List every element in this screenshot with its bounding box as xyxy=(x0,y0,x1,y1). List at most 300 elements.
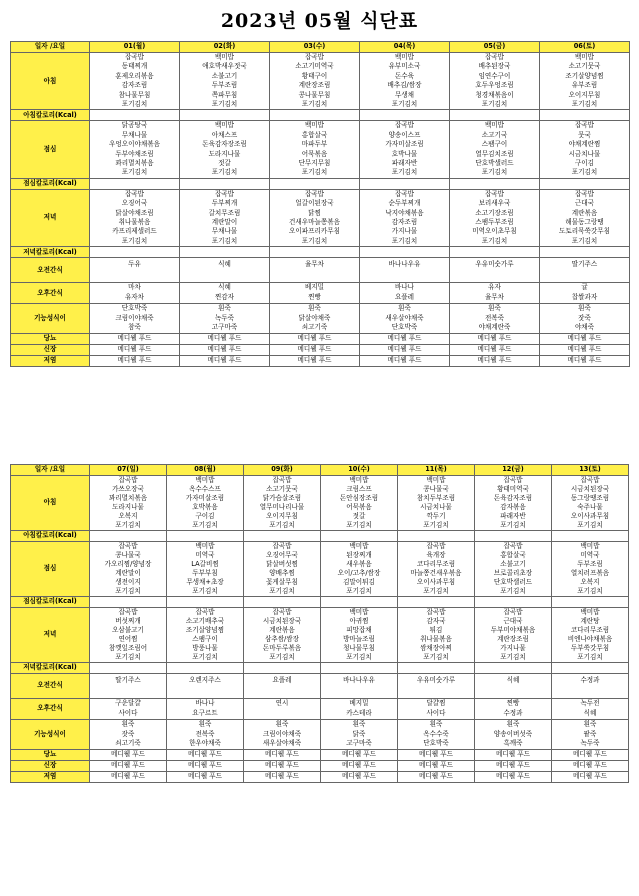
pm_snack-cell xyxy=(450,283,540,304)
day-header: 02(화) xyxy=(180,42,270,53)
dinner-cell xyxy=(450,189,540,246)
menu-item: 두부야채조림 xyxy=(115,149,154,158)
diet-value: 메디웰 푸드 xyxy=(552,771,629,782)
menu-item: 가자미살조림 xyxy=(385,140,424,149)
menu-item: 포기김치 xyxy=(577,653,603,661)
pm_snack-row xyxy=(11,283,630,304)
functional-cell xyxy=(398,720,475,750)
menu-item: 새우살야채죽 xyxy=(262,739,302,747)
menu-item: 포기김치 xyxy=(423,653,449,661)
diet-value: 메디웰 푸드 xyxy=(180,355,270,366)
diet-value: 메디웰 푸드 xyxy=(475,771,552,782)
menu-item: 백미밥 xyxy=(195,476,215,484)
menu-item: 포기김치 xyxy=(481,99,508,108)
lunch-calorie-row xyxy=(11,597,629,608)
menu-table-week-1 xyxy=(10,41,630,367)
menu-item: 잡곡밥 xyxy=(503,476,523,484)
menu-item: 포기김치 xyxy=(192,521,218,529)
diet-value: 메디웰 푸드 xyxy=(167,760,244,771)
menu-item: 가자미살조림 xyxy=(185,494,225,502)
diet-value: 메디웰 푸드 xyxy=(360,333,450,344)
breakfast-cell xyxy=(90,476,167,531)
menu-item: 백미밥 xyxy=(349,476,369,484)
menu-item: 잡곡밥 xyxy=(272,542,292,550)
menu-item: 소불고기 xyxy=(500,560,526,568)
menu-item: LA갈비찜 xyxy=(191,560,219,568)
menu-item: 오이지무침 xyxy=(266,512,298,520)
menu-item: 백미밥 xyxy=(484,121,505,130)
menu-item: 닭가슴살조림 xyxy=(262,494,302,502)
pm_snack-row xyxy=(11,699,629,720)
calorie-value xyxy=(321,531,398,542)
calorie-value xyxy=(475,597,552,608)
calorie-value xyxy=(360,110,450,121)
menu-item: 포기김치 xyxy=(577,521,603,529)
calorie-value xyxy=(244,531,321,542)
lunch-cell xyxy=(180,121,270,178)
calorie-value xyxy=(270,110,360,121)
menu-item: 귤 xyxy=(581,283,588,292)
menu-item: 열무김치조림 xyxy=(475,149,514,158)
calorie-value xyxy=(450,247,540,258)
functional-cell xyxy=(90,720,167,750)
breakfast-calorie-label: 아침칼로리(Kcal) xyxy=(11,110,90,121)
am-snack-cell: 바나나우유 xyxy=(321,674,398,699)
menu-item: 마늘쫑건새우볶음 xyxy=(410,569,462,577)
menu-item: 오징어무국 xyxy=(266,551,298,559)
functional-cell xyxy=(167,720,244,750)
menu-item: 닭곰탕국 xyxy=(121,121,148,130)
breakfast-calorie-label: 아침칼로리(Kcal) xyxy=(11,531,90,542)
dinner-cell xyxy=(321,608,398,663)
menu-item: 건새우마늘쫑볶음 xyxy=(289,217,340,226)
menu-item: 황태미역국 xyxy=(497,485,529,493)
diet-value: 메디웰 푸드 xyxy=(360,344,450,355)
pm_snack-cell xyxy=(475,699,552,720)
diet-value: 메디웰 푸드 xyxy=(475,760,552,771)
menu-item: 바나나 xyxy=(394,283,415,292)
am-snack-cell: 바나나우유 xyxy=(360,258,450,283)
day-header: 13(토) xyxy=(552,465,629,476)
menu-item: 흰죽 xyxy=(308,304,321,313)
functional-cell xyxy=(244,720,321,750)
breakfast-cell xyxy=(270,53,360,110)
menu-item: 잡곡밥 xyxy=(214,189,235,198)
lunch-cell xyxy=(540,121,630,178)
diet-value: 메디웰 푸드 xyxy=(167,771,244,782)
menu-item: 홍합살국 xyxy=(500,551,526,559)
menu-item: 포기김치 xyxy=(481,236,508,245)
menu-item: 잡곡밥 xyxy=(272,476,292,484)
menu-item: 해물동그랑땡 xyxy=(565,217,604,226)
breakfast-calorie-row xyxy=(11,110,630,121)
menu-item: 시금치된장국 xyxy=(570,485,610,493)
menu-item: 참나물무침 xyxy=(118,90,151,99)
menu-item: 방풍나물 xyxy=(192,644,218,652)
dinner-calorie-label: 저녁칼로리(Kcal) xyxy=(11,247,90,258)
menu-item: 찐빵 xyxy=(308,293,321,302)
day-header: 09(화) xyxy=(244,465,321,476)
menu-item: 돈안심장조림 xyxy=(339,494,379,502)
menu-item: 쇠고기죽 xyxy=(115,739,141,747)
diet-value: 메디웰 푸드 xyxy=(321,749,398,760)
menu-item: 애호박새우젓국 xyxy=(202,62,247,71)
menu-item: 두부조림 xyxy=(577,560,603,568)
menu-item: 흰죽 xyxy=(198,720,212,728)
menu-item: 포기김치 xyxy=(121,99,148,108)
menu-item: 야채죽 xyxy=(574,323,595,332)
menu-item: 오이사과무침 xyxy=(570,512,610,520)
menu-item: 두부부침 xyxy=(192,569,218,577)
menu-item: 잣죽 xyxy=(121,729,135,738)
menu-item: 고구마죽 xyxy=(211,323,238,332)
menu-item: 잡곡밥 xyxy=(484,53,505,61)
header-row xyxy=(11,465,629,476)
menu-item: 흰죽 xyxy=(218,304,231,313)
menu-item: 참치두부조림 xyxy=(416,494,456,502)
menu-item: 양송이스프 xyxy=(388,130,421,139)
menu-item: 포기김치 xyxy=(571,168,598,177)
menu-item: 유자 xyxy=(488,283,501,292)
lunch-cell xyxy=(321,542,398,597)
menu-item: 포기김치 xyxy=(301,99,328,108)
menu-item: 마차 xyxy=(128,283,141,292)
lunch-cell xyxy=(90,542,167,597)
menu-item: 도토리묵쑥갓무침 xyxy=(559,227,610,236)
am-snack-cell: 딸기주스 xyxy=(540,258,630,283)
menu-item: 단호박샐러드 xyxy=(475,158,514,167)
menu-item: 포기김치 xyxy=(571,236,598,245)
menu-item: 두부조림 xyxy=(211,81,238,90)
menu-item: 고구마죽 xyxy=(346,739,372,747)
lunch-cell xyxy=(552,542,629,597)
menu-item: 포기김치 xyxy=(269,587,295,595)
menu-item: 무생채+초장 xyxy=(186,578,224,586)
menu-item: 백미밥 xyxy=(214,121,235,130)
menu-item: 젓갈 xyxy=(218,158,231,167)
menu-item: 오삼불고기 xyxy=(112,626,144,634)
pm_snack-cell xyxy=(360,283,450,304)
dinner-cell xyxy=(244,608,321,663)
breakfast-label: 아침 xyxy=(11,476,90,531)
dinner-label: 저녁 xyxy=(11,608,90,663)
lunch-cell xyxy=(475,542,552,597)
menu-item: 잡곡밥 xyxy=(118,542,138,550)
menu-item: 구운달걀 xyxy=(115,699,141,707)
diabetes-diet-label: 당뇨 xyxy=(11,333,90,344)
pm_snack-cell xyxy=(321,699,398,720)
dinner-label: 저녁 xyxy=(11,189,90,246)
calorie-value xyxy=(398,663,475,674)
menu-item: 아채스프 xyxy=(211,130,238,139)
menu-item: 사이다 xyxy=(426,709,446,717)
menu-item: 시금치나물 xyxy=(420,503,452,511)
menu-item: 코다리무조림 xyxy=(416,560,456,568)
lowsalt-diet-row xyxy=(11,771,629,782)
menu-item: 백미밥 xyxy=(195,542,215,550)
functional-cell xyxy=(270,304,360,334)
menu-item: 임연수구이 xyxy=(478,71,511,80)
menu-item: 백미밥 xyxy=(580,542,600,550)
calorie-value xyxy=(398,597,475,608)
menu-item: 찹쌀과자 xyxy=(571,293,598,302)
menu-item: 단호박죽 xyxy=(121,304,148,313)
menu-item: 계란장조림 xyxy=(298,81,331,90)
menu-item: 한우야채죽 xyxy=(189,739,221,747)
menu-item: 도라지나물 xyxy=(208,149,241,158)
menu-item: 브로콜리초장 xyxy=(493,569,533,577)
dinner-calorie-row xyxy=(11,663,629,674)
menu-item: 잡곡밥 xyxy=(272,608,292,616)
functional-label: 기능성식이 xyxy=(11,720,90,750)
menu-item: 오이/고추/쌈장 xyxy=(337,569,381,577)
menu-item: 취나물볶음 xyxy=(118,217,151,226)
pm_snack-label: 오후간식 xyxy=(11,699,90,720)
am-snack-cell: 요플레 xyxy=(244,674,321,699)
menu-item: 무채나물 xyxy=(211,227,238,236)
day-header: 10(수) xyxy=(321,465,398,476)
lunch-cell xyxy=(167,542,244,597)
breakfast-cell xyxy=(552,476,629,531)
diet-value: 메디웰 푸드 xyxy=(90,771,167,782)
menu-item: 계란볶음 xyxy=(269,626,295,634)
lunch-calorie-label: 점심칼로리(Kcal) xyxy=(11,597,90,608)
functional-cell xyxy=(450,304,540,334)
menu-item: 가쓰오장국 xyxy=(112,485,144,493)
diabetes-diet-row xyxy=(11,749,629,760)
menu-item: 포기김치 xyxy=(269,521,295,529)
menu-item: 포기김치 xyxy=(211,99,238,108)
menu-item: 두부미야채볶음 xyxy=(490,626,536,634)
menu-item: 백미밥 xyxy=(394,53,415,61)
menu-item: 양배추찜 xyxy=(269,569,295,577)
am-snack-label: 오전간식 xyxy=(11,674,90,699)
menu-item: 호두우엉조림 xyxy=(475,81,514,90)
day-header: 04(목) xyxy=(360,42,450,53)
menu-item: 크림스프 xyxy=(346,485,372,493)
menu-item: 새우볶음 xyxy=(346,560,372,568)
calorie-value xyxy=(475,531,552,542)
menu-item: 전복죽 xyxy=(484,313,505,322)
diet-value: 메디웰 푸드 xyxy=(244,771,321,782)
functional-cell xyxy=(360,304,450,334)
am-snack-cell: 딸기주스 xyxy=(90,674,167,699)
lunch-cell xyxy=(360,121,450,178)
menu-item: 오징어국 xyxy=(121,199,148,208)
am-snack-cell: 수정과 xyxy=(552,674,629,699)
menu-item: 포기김치 xyxy=(115,653,141,661)
menu-item: 생전이지 xyxy=(115,578,141,586)
page-title: 2023년 05월 식단표 xyxy=(220,10,419,32)
menu-item: 낙지야채볶음 xyxy=(385,208,424,217)
menu-item: 조기살양념찜 xyxy=(565,71,604,80)
lowsalt-diet-label: 저염 xyxy=(11,355,90,366)
menu-item: 배추김/쌈장 xyxy=(387,81,422,90)
menu-item xyxy=(244,709,320,719)
calorie-value xyxy=(360,247,450,258)
diet-value: 메디웰 푸드 xyxy=(398,760,475,771)
lunch-label: 점심 xyxy=(11,542,90,597)
lunch-row xyxy=(11,542,629,597)
breakfast-cell xyxy=(360,53,450,110)
menu-item: 포기김치 xyxy=(500,521,526,529)
menu-item: 버섯찌개 xyxy=(115,617,141,625)
menu-item: 호박나물 xyxy=(391,149,418,158)
menu-item: 가지나물 xyxy=(391,227,418,236)
dinner-cell xyxy=(167,608,244,663)
lowsalt-diet-label: 저염 xyxy=(11,771,90,782)
menu-item: 포기김치 xyxy=(121,236,148,245)
renal-diet-label: 신장 xyxy=(11,344,90,355)
menu-item: 닭죽 xyxy=(352,729,366,738)
day-header: 07(일) xyxy=(90,465,167,476)
menu-item: 꽈리멸치볶음 xyxy=(108,494,148,502)
dinner-row xyxy=(11,608,629,663)
menu-item: 어묵볶음 xyxy=(301,149,328,158)
menu-item: 닭살야채죽 xyxy=(298,313,331,322)
lunch-cell xyxy=(398,542,475,597)
menu-item: 청나물무침 xyxy=(343,644,375,652)
day-header: 08(월) xyxy=(167,465,244,476)
day-header: 12(금) xyxy=(475,465,552,476)
calorie-value xyxy=(552,663,629,674)
menu-item: 젓갈 xyxy=(352,512,366,520)
menu-item: 근대국 xyxy=(574,199,595,208)
pm_snack-cell xyxy=(90,283,180,304)
diet-value: 메디웰 푸드 xyxy=(90,344,180,355)
dinner-cell xyxy=(90,189,180,246)
day-header: 01(월) xyxy=(90,42,180,53)
renal-diet-label: 신장 xyxy=(11,760,90,771)
diet-value: 메디웰 푸드 xyxy=(321,771,398,782)
menu-item: 포기김치 xyxy=(346,653,372,661)
menu-item: 동태찌개 xyxy=(121,62,148,71)
dinner-cell xyxy=(398,608,475,663)
menu-item: 두부찌개 xyxy=(211,199,238,208)
menu-item: 도라지나물 xyxy=(112,503,144,511)
menu-item: 얼갈이된장국 xyxy=(295,199,334,208)
lunch-cell xyxy=(270,121,360,178)
menu-item: 계란말이 xyxy=(115,569,141,577)
calorie-value xyxy=(540,110,630,121)
menu-item: 야채계란찜 xyxy=(568,140,601,149)
menu-item: 미역국 xyxy=(195,551,215,559)
menu-item: 포기김치 xyxy=(500,587,526,595)
menu-item: 잡곡밥 xyxy=(503,608,523,616)
menu-item: 잡곡밥 xyxy=(118,608,138,616)
menu-item: 파래자반 xyxy=(391,158,418,167)
menu-item: 양송이버섯죽 xyxy=(493,729,533,738)
menu-item: 꽃게살무침 xyxy=(266,578,298,586)
dinner-cell xyxy=(552,608,629,663)
menu-item: 황태구이 xyxy=(301,71,328,80)
functional-cell xyxy=(180,304,270,334)
breakfast-label: 아침 xyxy=(11,53,90,110)
lowsalt-diet-row xyxy=(11,355,630,366)
diet-value: 메디웰 푸드 xyxy=(360,355,450,366)
breakfast-cell xyxy=(450,53,540,110)
menu-item: 갈치무조림 xyxy=(208,208,241,217)
dinner-cell xyxy=(180,189,270,246)
calorie-value xyxy=(244,663,321,674)
menu-item: 백미밥 xyxy=(580,608,600,616)
menu-item: 참죽 xyxy=(128,323,141,332)
day-header: 03(수) xyxy=(270,42,360,53)
menu-item: 잡곡밥 xyxy=(124,189,145,198)
menu-item: 소고기뭇국 xyxy=(266,485,298,493)
breakfast-cell xyxy=(321,476,398,531)
menu-item: 잡곡밥 xyxy=(426,542,446,550)
lunch-cell xyxy=(244,542,321,597)
menu-item: 찐감자 xyxy=(214,293,235,302)
menu-item: 잡곡밥 xyxy=(426,608,446,616)
menu-item: 흰죽 xyxy=(352,720,366,728)
menu-item: 배추된장국 xyxy=(478,62,511,71)
menu-item: 단호박죽 xyxy=(391,323,418,332)
menu-item: 백미밥 xyxy=(214,53,235,61)
menu-item: 포기김치 xyxy=(115,521,141,529)
functional-cell xyxy=(475,720,552,750)
functional-row xyxy=(11,720,629,750)
menu-item: 달걀찜 xyxy=(426,699,446,707)
calorie-value xyxy=(552,597,629,608)
menu-item: 포기김치 xyxy=(577,587,603,595)
diet-value: 메디웰 푸드 xyxy=(244,760,321,771)
lunch-row xyxy=(11,121,630,178)
menu-item: 콩나물무침 xyxy=(298,90,331,99)
menu-item: 식혜 xyxy=(583,709,597,717)
menu-item: 오이지무침 xyxy=(568,90,601,99)
menu-item: 포기김치 xyxy=(500,653,526,661)
menu-item: 된장찌개 xyxy=(346,551,372,559)
menu-item: 콩나물국 xyxy=(423,485,449,493)
menu-item: 오이파프리카무침 xyxy=(289,227,340,236)
menu-item: 훈제오리볶음 xyxy=(115,71,154,80)
menu-item: 잡곡밥 xyxy=(195,608,215,616)
calorie-value xyxy=(398,531,475,542)
am-snack-cell: 율무차 xyxy=(270,258,360,283)
menu-item: 오이사과무침 xyxy=(416,578,456,586)
menu-item: 계란장조림 xyxy=(497,635,529,643)
menu-item: 돈육감자조림 xyxy=(493,494,533,502)
functional-cell xyxy=(540,304,630,334)
pm_snack-cell xyxy=(167,699,244,720)
menu-item: 잡곡밥 xyxy=(304,189,325,198)
menu-item: 깍두기 xyxy=(426,512,446,520)
menu-item: 포기김치 xyxy=(301,168,328,177)
menu-item: 흰죽 xyxy=(429,720,443,728)
breakfast-cell xyxy=(180,53,270,110)
menu-item: 흑깨죽 xyxy=(503,739,523,747)
menu-item: 흰죽 xyxy=(488,304,501,313)
lunch-cell xyxy=(450,121,540,178)
menu-item: 포기김치 xyxy=(121,168,148,177)
pm_snack-cell xyxy=(244,699,321,720)
diet-value: 메디웰 푸드 xyxy=(270,333,360,344)
diet-value: 메디웰 푸드 xyxy=(180,333,270,344)
menu-item: 비엔나야채볶음 xyxy=(567,635,613,643)
menu-item: 백미밥 xyxy=(426,476,446,484)
breakfast-cell xyxy=(475,476,552,531)
dinner-calorie-label: 저녁칼로리(Kcal) xyxy=(11,663,90,674)
calorie-value xyxy=(360,178,450,189)
menu-item: 스팸두부조림 xyxy=(475,217,514,226)
am-snack-cell: 두유 xyxy=(90,258,180,283)
am-snack-row xyxy=(11,674,629,699)
menu-item: 녹두죽 xyxy=(214,313,235,322)
menu-item: 잡곡밥 xyxy=(124,53,145,61)
menu-item: 잡곡밥 xyxy=(574,189,595,198)
